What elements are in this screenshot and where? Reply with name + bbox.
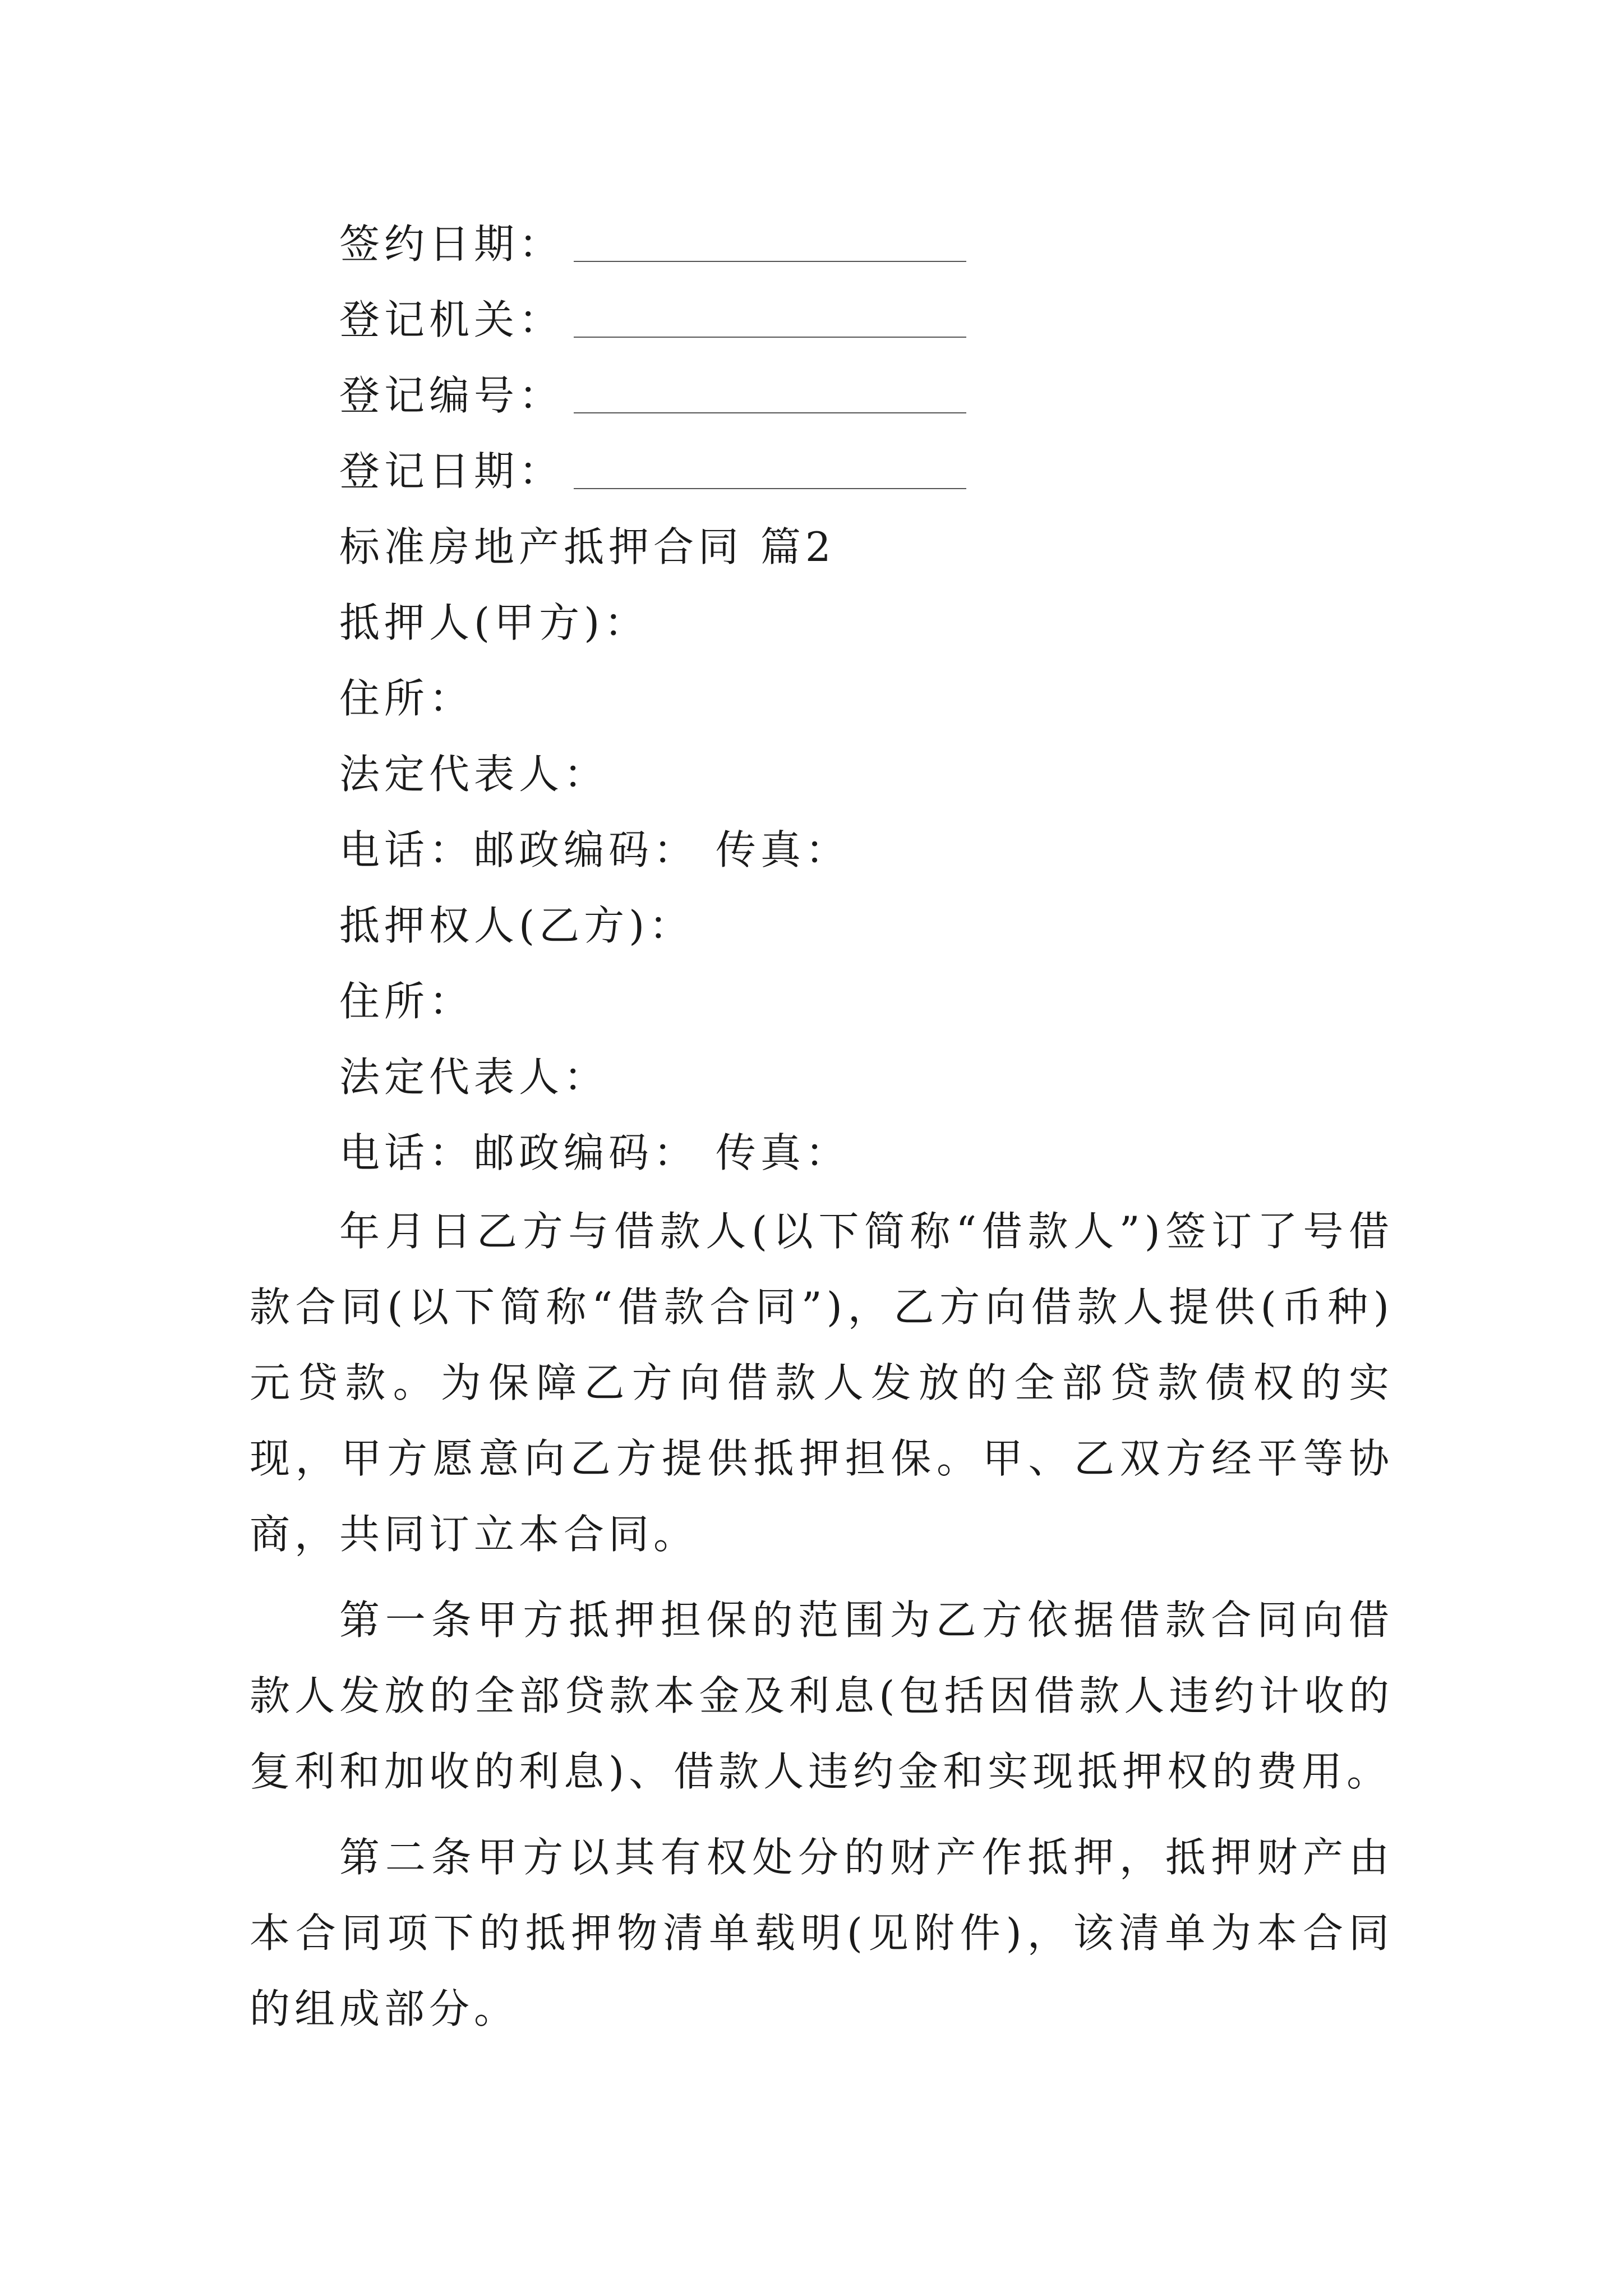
party-b-address: 住所： <box>339 978 474 1025</box>
registration-date-field <box>339 449 966 494</box>
party-a-address: 住所： <box>339 675 474 722</box>
article-2-paragraph: 第二条甲方以其有权处分的财产作抵押，抵押财产由本合同项下的抵押物清单载明(见附件)，该清单为本合同的组成部分。 <box>250 1834 1394 2032</box>
signing-date-label: 签约日期： <box>339 220 564 268</box>
party-b-heading: 抵押权人(乙方)： <box>339 902 694 949</box>
registration-number-label: 登记编号： <box>339 372 564 419</box>
registration-number-field <box>339 373 966 418</box>
registration-authority-blank <box>574 337 966 338</box>
section-title: 标准房地产抵押合同 篇2 <box>339 523 836 570</box>
registration-date-label: 登记日期： <box>339 448 564 495</box>
party-a-contact: 电话：邮政编码： 传真： <box>339 826 850 873</box>
registration-authority-label: 登记机关： <box>339 296 564 343</box>
registration-number-blank <box>574 412 966 413</box>
party-b-representative: 法定代表人： <box>339 1053 609 1101</box>
party-b-contact: 电话：邮政编码： 传真： <box>339 1129 850 1176</box>
registration-date-blank <box>574 488 966 489</box>
party-a-heading: 抵押人(甲方)： <box>339 599 649 646</box>
article-1-paragraph: 第一条甲方抵押担保的范围为乙方依据借款合同向借款人发放的全部贷款本金及利息(包括因借款人违约计收的复利和加收的利息)、借款人违约金和实现抵押权的费用。 <box>250 1596 1394 1795</box>
intro-paragraph: 年月日乙方与借款人(以下简称“借款人”)签订了号借款合同(以下简称“借款合同”)，乙方向借款人提供(币种)元贷款。为保障乙方向借款人发放的全部贷款债权的实现，甲方愿意向乙方提供抵押担保。甲、乙双方经平等协商，共同订立本合同。 <box>250 1208 1394 1558</box>
registration-authority-field <box>339 297 966 342</box>
signing-date-blank <box>574 261 966 262</box>
signing-date-field <box>339 222 966 266</box>
party-a-representative: 法定代表人： <box>339 751 609 798</box>
